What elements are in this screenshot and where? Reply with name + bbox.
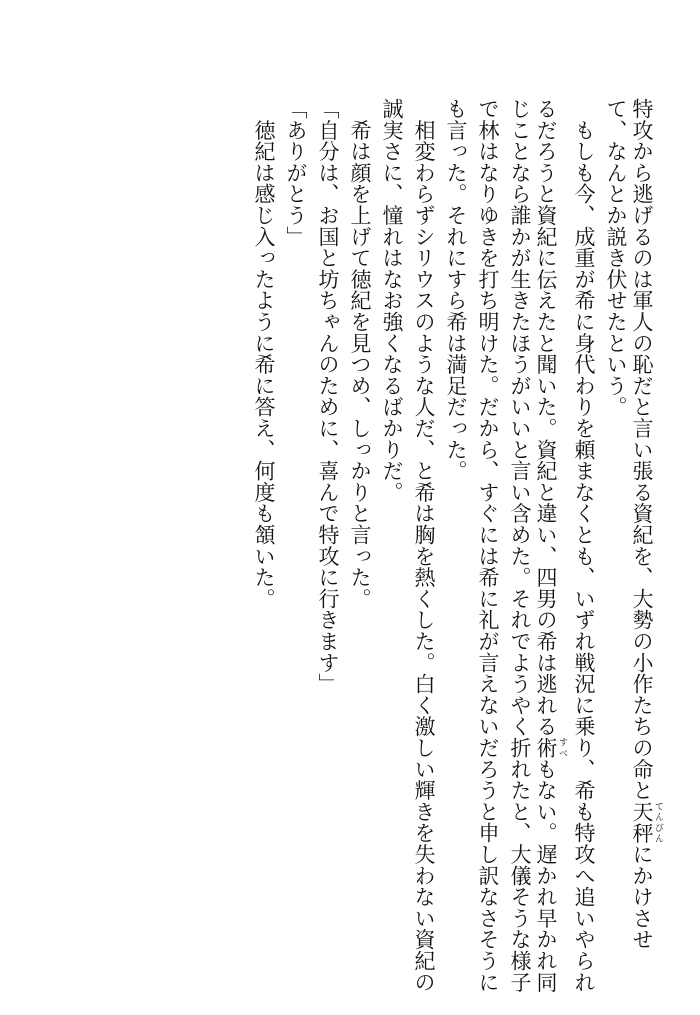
text-line: もしも今、成重が希に身代わりを頼まなくとも、いずれ戦況に乗り、希も特攻へ追いやられ (572, 98, 596, 993)
text-line: るだろうと資紀に伝えたと聞いた。資紀と違い、四男の希は逃れる術 すべもない。遅かれ早かれ同 (534, 98, 567, 993)
text-line: で林はなりゆきを打ち明けた。だから、すぐには希に礼が言えないだろうと申し訳なさそうに (476, 98, 500, 993)
text-line: 希は顔を上げて徳紀を見つめ、しっかりと言った。 (348, 98, 372, 610)
furigana-ruby: 術 すべ (534, 737, 567, 759)
text-line: 「自分は、お国と坊ちゃんのために、喜んで特攻に行きます」 (316, 98, 340, 695)
text-line: じことなら誰かが生きたほうがいいと言い含めた。それでようやく折れたと、大儀そうな様子 (508, 98, 532, 993)
text-line: も言った。それにすら希は満足だった。 (444, 98, 468, 482)
text-line: 徳紀は感じ入ったように希に答え、何度も頷いた。 (252, 98, 276, 610)
text-line: 特攻から逃げるのは軍人の恥だと言い張る資紀を、大勢の小作たちの命と天秤 てんびんにかけさせ (630, 98, 663, 951)
furigana-ruby: 天秤 てんびん (630, 800, 663, 844)
text-line: 相変わらずシリウスのような人だ、と希は胸を熱くした。白く激しい輝きを失わない資紀の (412, 98, 436, 993)
text-line: 誠実さに、憧れはなお強くなるばかりだ。 (380, 98, 404, 503)
text-line: て、なんとか説き伏せたという。 (604, 98, 628, 418)
text-line: 「ありがとう」 (284, 98, 308, 248)
